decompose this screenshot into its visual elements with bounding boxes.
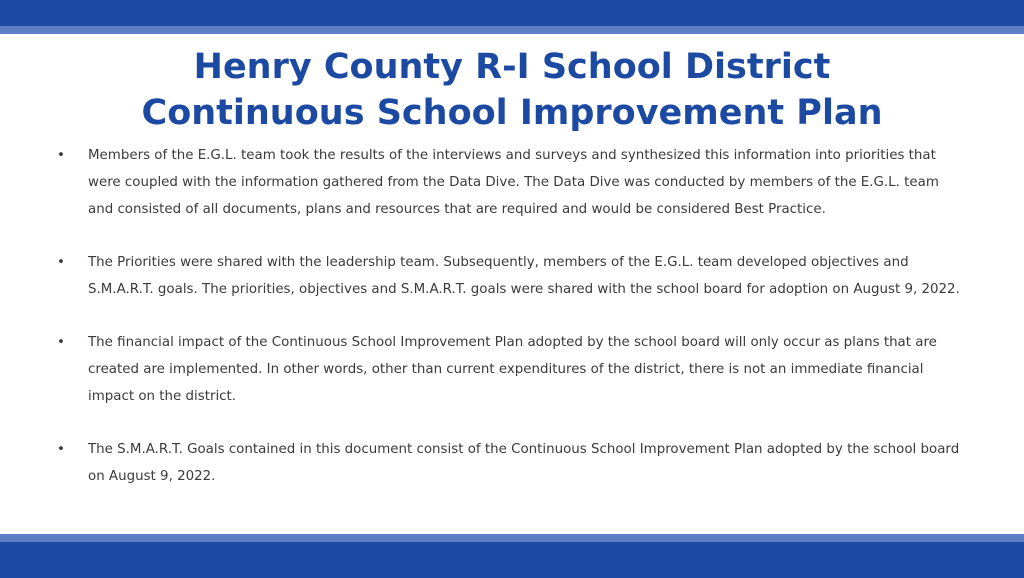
bullet-item-1 xyxy=(56,142,966,223)
bottom-band-light xyxy=(0,534,1024,542)
bullet-icon: • xyxy=(57,442,65,457)
bullet-icon: • xyxy=(57,255,65,270)
slide-title xyxy=(0,44,1024,136)
bullet-list xyxy=(56,142,966,516)
bullet-text-2: The Priorities were shared with the leadership team. Subsequently, members of the E.G.L. team developed objectives and S.M.A.R.T. goals. The priorities, objectives and S.M.A.R.T. goals were shared with the school board for adoption on August 9, 2022. xyxy=(88,255,960,297)
bullet-icon: • xyxy=(57,148,65,163)
bullet-item-4 xyxy=(56,436,966,490)
bullet-item-2 xyxy=(56,249,966,303)
top-band-dark xyxy=(0,0,1024,26)
bullet-text-3: The financial impact of the Continuous School Improvement Plan adopted by the school board will only occur as plans that are created are implemented. In other words, other than current expenditures of the district, there is not an immediate financial impact on the district. xyxy=(88,335,937,404)
slide-title-line-1: Henry County R-I School District xyxy=(193,47,831,87)
bullet-text-1: Members of the E.G.L. team took the results of the interviews and surveys and synthesized this information into priorities that were coupled with the information gathered from the Data Dive. The Data Dive was conducted by members of the E.G.L. team and consisted of all documents, plans and resources that are required and would be considered Best Practice. xyxy=(88,148,939,217)
top-band-light xyxy=(0,26,1024,34)
bullet-icon: • xyxy=(57,335,65,350)
bullet-item-3 xyxy=(56,329,966,410)
slide-title-line-2: Continuous School Improvement Plan xyxy=(141,93,883,133)
bullet-text-4: The S.M.A.R.T. Goals contained in this document consist of the Continuous School Improvement Plan adopted by the school board on August 9, 2022. xyxy=(88,442,960,484)
bottom-band-dark xyxy=(0,542,1024,578)
